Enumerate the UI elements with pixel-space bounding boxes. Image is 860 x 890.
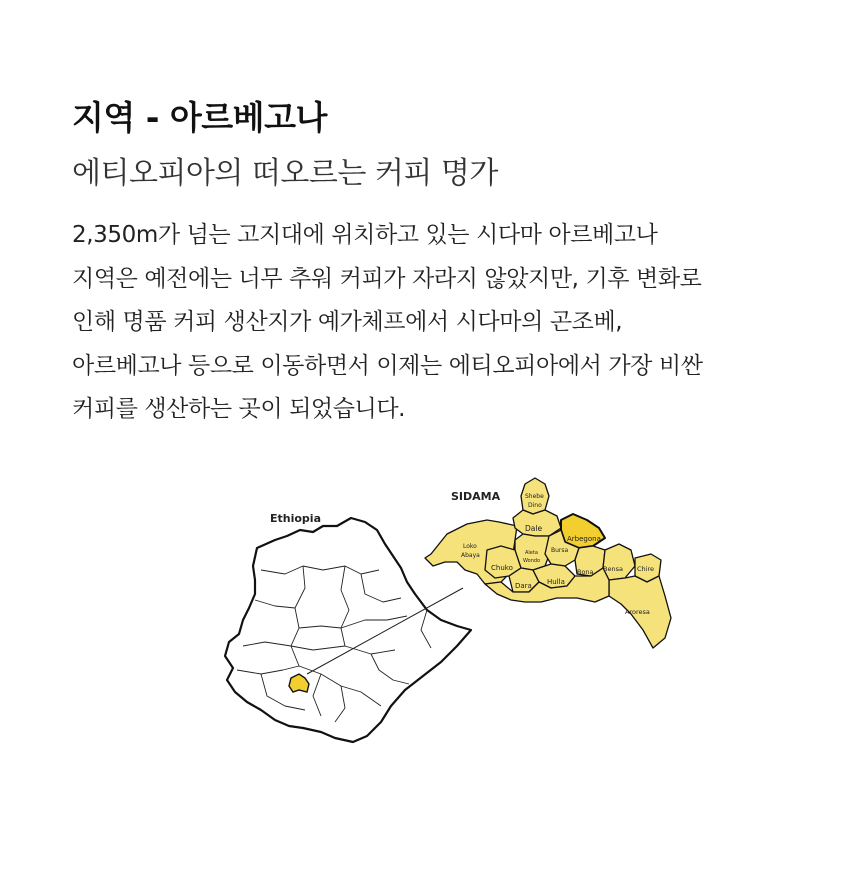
sidama-location-map bbox=[195, 470, 695, 750]
label-chire: Chire bbox=[637, 565, 654, 573]
description-line: 지역은 예전에는 너무 추워 커피가 자라지 않았지만, 기후 변화로 bbox=[72, 265, 702, 292]
label-aroresa: Aroresa bbox=[625, 608, 650, 616]
description-line: 커피를 생산하는 곳이 되었습니다. bbox=[72, 396, 406, 422]
label-bona: Bona bbox=[577, 568, 594, 576]
label-wondo: Wondo bbox=[523, 558, 541, 564]
label-loko: Loko bbox=[463, 543, 477, 550]
page-subtitle: 에티오피아의 떠오르는 커피 명가 bbox=[72, 156, 498, 191]
label-hulla: Hulla bbox=[547, 578, 565, 586]
sidama-region bbox=[425, 478, 671, 648]
label-dara: Dara bbox=[515, 582, 532, 590]
description-line: 2,350m가 넘는 고지대에 위치하고 있는 시다마 아르베고나 bbox=[72, 222, 658, 248]
label-dale: Dale bbox=[525, 524, 543, 533]
label-chuko: Chuko bbox=[491, 564, 513, 572]
label-aleta: Aleta bbox=[525, 550, 538, 556]
label-bensa: Bensa bbox=[603, 565, 623, 573]
description-paragraph bbox=[72, 214, 812, 432]
label-dino: Dino bbox=[528, 502, 542, 509]
label-shebe: Shebe bbox=[525, 493, 544, 500]
country-label: Ethiopia bbox=[270, 512, 321, 525]
region-label: SIDAMA bbox=[451, 490, 501, 503]
district-bensa bbox=[603, 544, 635, 580]
description-line: 아르베고나 등으로 이동하면서 이제는 에티오피아에서 가장 비싼 bbox=[72, 352, 703, 379]
label-bursa: Bursa bbox=[551, 547, 569, 554]
page-title: 지역 - 아르베고나 bbox=[72, 98, 327, 137]
label-arbegona: Arbegona bbox=[567, 535, 601, 543]
description-line: 인해 명품 커피 생산지가 예가체프에서 시다마의 곤조베, bbox=[72, 309, 623, 335]
label-abaya: Abaya bbox=[461, 552, 480, 559]
